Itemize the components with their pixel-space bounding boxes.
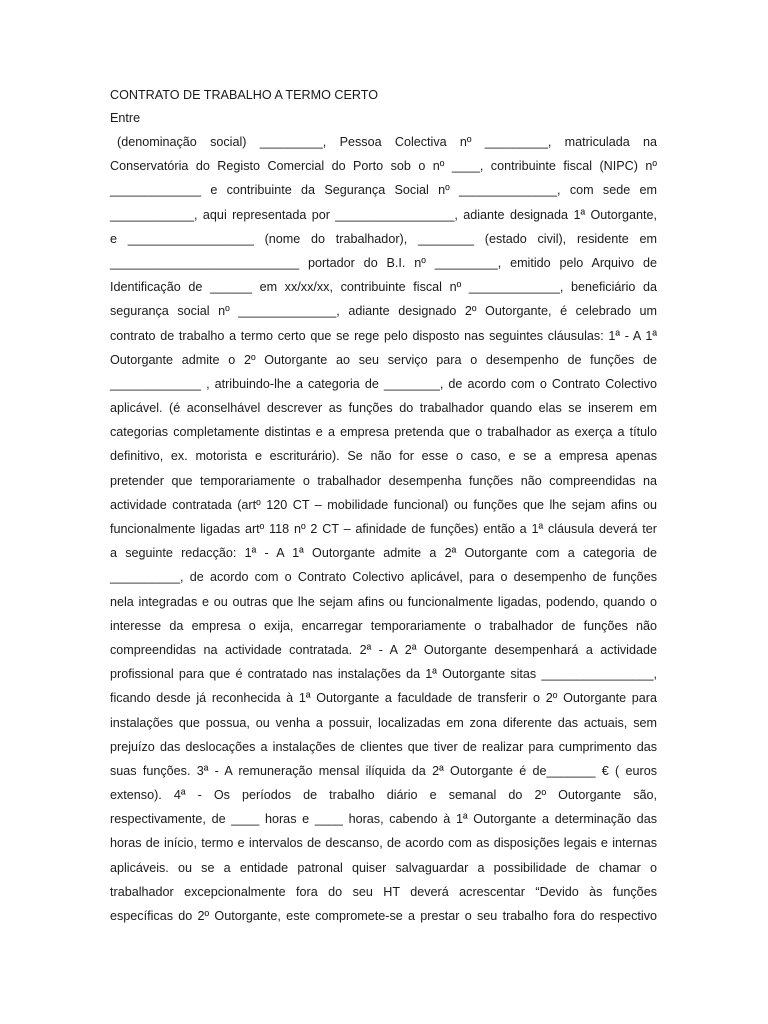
text-line: ___________________________ portador do B.I. nº _________, emitido pelo Arquivo de [110,255,657,270]
text-line: categorias completamente distintas e a empresa pretenda que o trabalhador as exerça a título [110,425,657,440]
text-line: e __________________ (nome do trabalhador), ________ (estado civil), residente em [110,231,657,246]
text-line: _____________ , atribuindo-lhe a categoria de ________, de acordo com o Contrato Colectivo [110,376,657,391]
text-line: nela integradas e ou outras que lhe sejam afins ou funcionalmente ligadas, podendo, quando o [110,594,657,609]
parties-heading: Entre [110,111,141,125]
text-line: (denominação social) _________, Pessoa Colectiva nº _________, matriculada na [117,135,657,149]
text-line: Identificação de ______ em xx/xx/xx, contribuinte fiscal nº _____________, beneficiário da [110,280,657,295]
document-body [110,84,657,928]
text-line: respectivamente, de ____ horas e ____ horas, cabendo à 1ª Outorgante a determinação das [110,812,657,827]
text-line: horas de início, termo e intervalos de descanso, de acordo com as disposições legais e internas [110,836,657,851]
text-line: trabalhador excepcionalmente fora do seu HT deverá acrescentar “Devido às funções [110,884,657,899]
text-line: contrato de trabalho a termo certo que se rege pelo disposto nas seguintes cláusulas: 1ª - A 1ª [110,328,657,343]
text-line: segurança social nº ______________, adiante designado 2º Outorgante, é celebrado um [110,304,657,319]
text-line: suas funções. 3ª - A remuneração mensal ilíquida da 2ª Outorgante é de_______ € ( euros [110,763,657,778]
text-line: funcionalmente ligadas artº 118 nº 2 CT – afinidade de funções) então a 1ª cláusula deverá ter [110,522,657,536]
text-line: prejuízo das deslocações a instalações de clientes que tiver de realizar para cumprimento das [110,739,657,754]
text-line: a seguinte redacção: 1ª - A 1ª Outorgante admite a 2ª Outorgante com a categoria de [110,546,657,561]
text-line: interesse da empresa o exija, encarregar temporariamente o trabalhador de funções não [110,618,657,633]
text-line: ficando desde já reconhecida à 1ª Outorgante a faculdade de transferir o 2º Outorgante para [110,691,657,706]
text-line: ____________, aqui representada por _________________, adiante designada 1ª Outorgante, [110,207,657,222]
text-line: pretender que temporariamente o trabalhador desempenha funções não compreendidas na [110,473,657,488]
text-line: _____________ e contribuinte da Segurança Social nº ______________, com sede em [110,183,657,198]
text-line: instalações que possua, ou venha a possuir, localizadas em zona diferente das actuais, sem [110,715,657,730]
document-title: CONTRATO DE TRABALHO A TERMO CERTO [110,88,379,102]
text-line: definitivo, ex. motorista e escriturário). Se não for esse o caso, e se a empresa apenas [110,449,657,464]
text-line: Conservatória do Registo Comercial do Porto sob o nº ____, contribuinte fiscal (NIPC) nº [110,159,657,174]
text-line: aplicáveis. ou se a entidade patronal quiser salvaguardar a possibilidade de chamar o [110,860,657,875]
text-line: profissional para que é contratado nas instalações da 1ª Outorgante sitas ________________, [110,667,657,682]
text-line: actividade contratada (artº 120 CT – mobilidade funcional) ou funções que lhe sejam afins ou [110,497,657,512]
text-line: compreendidas na actividade contratada. 2ª - A 2ª Outorgante desempenhará a actividade [110,642,657,657]
text-line: Outorgante admite o 2º Outorgante ao seu serviço para o desempenho de funções de [110,352,657,367]
text-line: específicas do 2º Outorgante, este compromete-se a prestar o seu trabalho fora do respectivo [110,909,657,923]
text-line: extenso). 4ª - Os períodos de trabalho diário e semanal do 2º Outorgante são, [110,788,657,803]
text-line: __________, de acordo com o Contrato Colectivo aplicável, para o desempenho de funções [110,570,657,585]
text-line: aplicável. (é aconselhável descrever as funções do trabalhador quando elas se inserem em [110,401,657,416]
